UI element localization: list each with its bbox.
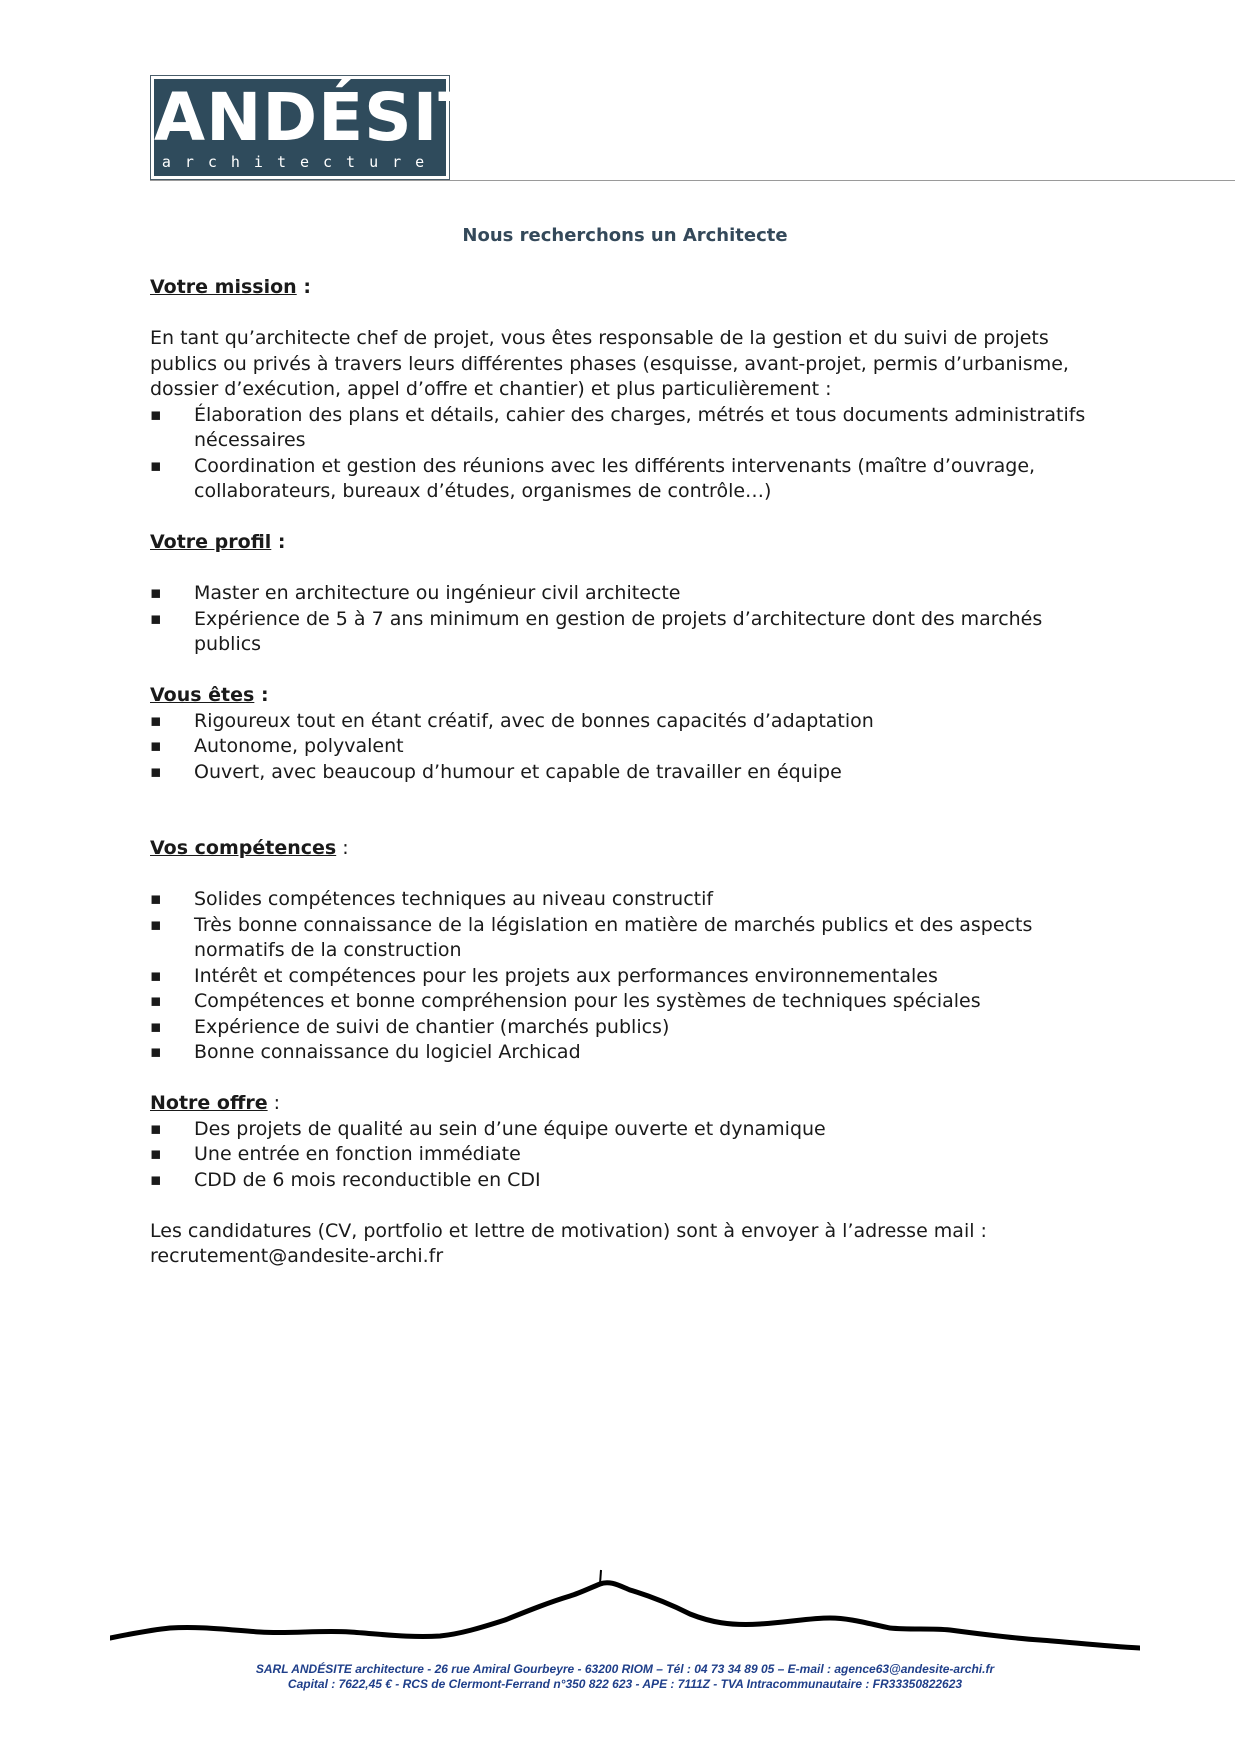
list-item: ▪ Intérêt et compétences pour les projets aux performances environnementales: [150, 964, 1110, 990]
profil-list: [150, 581, 1110, 658]
profil-heading: [150, 530, 1110, 556]
list-item: ▪ CDD de 6 mois reconductible en CDI: [150, 1168, 1110, 1194]
competences-heading-text: Vos compétences: [150, 837, 337, 859]
list-item: ▪ Compétences et bonne compréhension pour les systèmes de techniques spéciales: [150, 989, 1110, 1015]
etes-heading: [150, 683, 1110, 709]
profil-heading-colon: :: [271, 531, 286, 553]
list-item: ▪ Très bonne connaissance de la législation en matière de marchés publics et des aspects normatifs de la construction: [150, 913, 1110, 964]
footer-line-2: Capital : 7622,45 € - RCS de Clermont-Ferrand n°350 822 623 - APE : 7111Z - TVA Intracommunautaire : FR33350822623: [287, 1677, 963, 1691]
antenna-mark: [600, 1570, 601, 1584]
profil-heading-text: Votre profil: [150, 531, 272, 553]
mission-heading-text: Votre mission: [150, 276, 297, 298]
list-item: ▪ Coordination et gestion des réunions avec les différents intervenants (maître d’ouvrage, collaborateurs, bureaux d’études, organismes de contrôle…): [150, 454, 1110, 505]
offre-list: [150, 1117, 1110, 1194]
list-item: ▪ Master en architecture ou ingénieur civil architecte: [150, 581, 1110, 607]
offre-heading-colon: :: [267, 1092, 281, 1114]
logo-background: [154, 79, 531, 176]
mission-heading: [150, 275, 1110, 301]
mountain-ridge-line: [110, 1583, 1140, 1648]
list-item: ▪ Autonome, polyvalent: [150, 734, 1110, 760]
mission-heading-colon: :: [296, 276, 311, 298]
list-item: ▪ Solides compétences techniques au niveau constructif: [150, 887, 1110, 913]
list-item: ▪ Élaboration des plans et détails, cahier des charges, métrés et tous documents administratifs nécessaires: [150, 403, 1110, 454]
offre-heading-text: Notre offre: [150, 1092, 268, 1114]
logo-subtitle: architecture: [161, 153, 439, 171]
competences-heading-colon: :: [336, 837, 349, 859]
etes-heading-colon: :: [254, 684, 269, 706]
competences-list: [150, 887, 1110, 1066]
list-item: ▪ Expérience de 5 à 7 ans minimum en gestion de projets d’architecture dont des marchés publics: [150, 607, 1110, 658]
candidature-text: Les candidatures (CV, portfolio et lettre de motivation) sont à envoyer à l’adresse mail :: [150, 1219, 987, 1242]
mountain-silhouette: [110, 1568, 1140, 1658]
document-body: [150, 275, 1110, 1270]
list-item: ▪ Des projets de qualité au sein d’une équipe ouverte et dynamique: [150, 1117, 1110, 1143]
candidature-email[interactable]: recrutement@andesite-archi.fr: [150, 1245, 444, 1267]
etes-heading-text: Vous êtes: [150, 684, 255, 706]
header-divider: [150, 180, 1235, 181]
etes-list: [150, 709, 1110, 786]
offre-heading: [150, 1091, 1110, 1117]
logo-name: ANDÉSITE: [154, 79, 531, 156]
company-logo: [150, 75, 531, 180]
mission-intro: En tant qu’architecte chef de projet, vous êtes responsable de la gestion et du suivi de projets publics ou privés à travers leurs différentes phases (esquisse, avant-projet, permis d’urbanisme, dossier d’exécution, appel d’offre et chantier) et plus particulièrement :: [150, 327, 1069, 400]
mission-list: [150, 403, 1110, 505]
competences-heading: [150, 836, 1110, 862]
list-item: ▪ Ouvert, avec beaucoup d’humour et capable de travailler en équipe: [150, 760, 1110, 786]
list-item: ▪ Une entrée en fonction immédiate: [150, 1142, 1110, 1168]
page-title: Nous recherchons un Architecte: [462, 225, 788, 246]
list-item: ▪ Rigoureux tout en étant créatif, avec de bonnes capacités d’adaptation: [150, 709, 1110, 735]
list-item: ▪ Expérience de suivi de chantier (marchés publics): [150, 1015, 1110, 1041]
list-item: ▪ Bonne connaissance du logiciel Archicad: [150, 1040, 1110, 1066]
footer-line-1: SARL ANDÉSITE architecture - 26 rue Amiral Gourbeyre - 63200 RIOM – Tél : 04 73 34 89 05 – E-mail : agence63@andesite-archi.fr: [255, 1662, 995, 1676]
page-footer: [150, 1662, 1100, 1692]
